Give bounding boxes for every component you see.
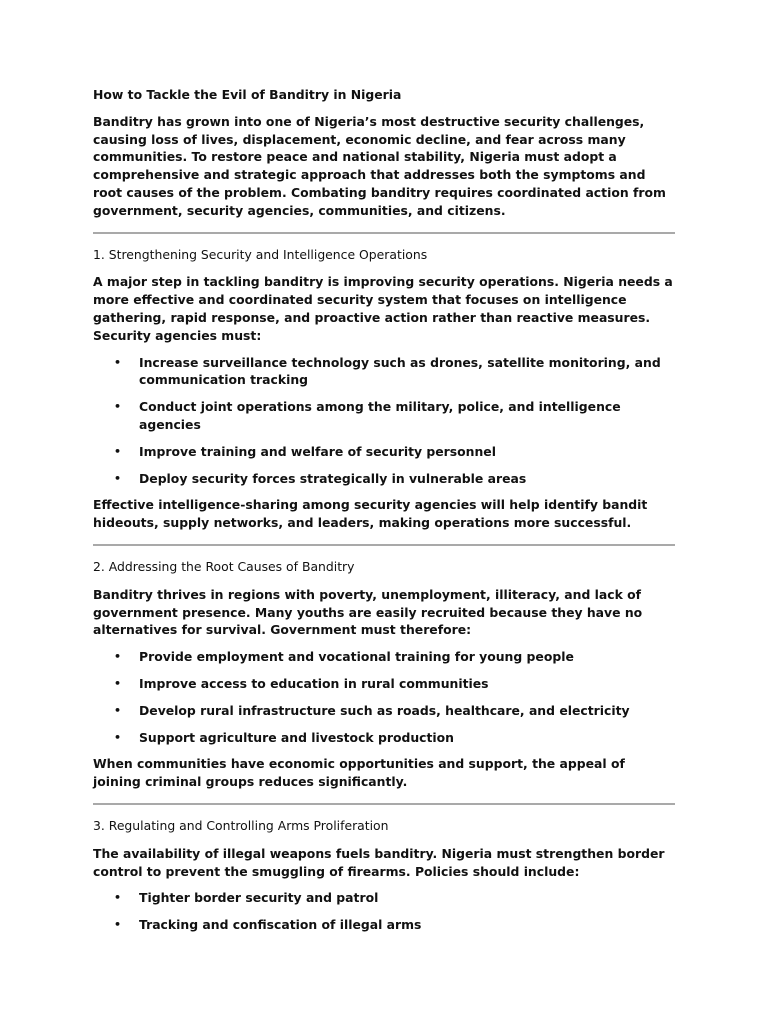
bullet-list — [93, 648, 675, 746]
list-item — [93, 470, 675, 488]
bullet-icon: • — [114, 444, 122, 458]
list-item — [93, 354, 675, 390]
bullet-icon: • — [114, 471, 122, 485]
document-title: How to Tackle the Evil of Banditry in Nigeria — [93, 87, 402, 102]
section-lead-paragraph: Banditry thrives in regions with poverty, unemployment, illiteracy, and lack of government presence. Many youths are easily recruited because they have no alternatives for survival. Government must therefore: — [93, 586, 643, 638]
section-closing-paragraph: Effective intelligence-sharing among security agencies will help identify bandit hideouts, supply networks, and leaders, making operations more successful. — [93, 497, 648, 531]
section-closing-paragraph: When communities have economic opportunities and support, the appeal of joining criminal groups reduces significantly. — [93, 756, 625, 790]
section-lead-paragraph: A major step in tackling banditry is improving security operations. Nigeria needs a more effective and coordinated security system that focuses on intelligence gathering, rapid response, and proactive action rather than reactive measures. Security agencies must: — [93, 274, 673, 343]
bullet-icon: • — [114, 650, 122, 664]
section-arms-proliferation — [93, 817, 675, 934]
list-item-text: Conduct joint operations among the military, police, and intelligence agencies — [139, 399, 621, 432]
list-item-text: Tracking and confiscation of illegal arms — [139, 917, 422, 933]
section-heading: 3. Regulating and Controlling Arms Proliferation — [93, 817, 389, 833]
bullet-icon: • — [114, 400, 122, 414]
list-item — [93, 443, 675, 461]
section-heading: 2. Addressing the Root Causes of Banditry — [93, 558, 355, 574]
bullet-list — [93, 889, 675, 934]
list-item — [93, 398, 675, 434]
list-item-text: Increase surveillance technology such as drones, satellite monitoring, and communication tracking — [139, 354, 661, 388]
bullet-icon: • — [114, 918, 122, 932]
list-item — [93, 675, 675, 693]
list-item — [93, 916, 675, 934]
list-item — [93, 889, 675, 907]
list-item-text: Deploy security forces strategically in vulnerable areas — [139, 470, 527, 486]
bullet-list — [93, 354, 675, 488]
section-divider — [93, 803, 675, 805]
bullet-icon: • — [114, 676, 122, 690]
list-item-text: Tighter border security and patrol — [139, 890, 379, 906]
bullet-icon: • — [114, 703, 122, 717]
list-item-text: Support agriculture and livestock production — [139, 729, 454, 745]
list-item — [93, 702, 675, 720]
bullet-icon: • — [114, 891, 122, 905]
list-item-text: Improve training and welfare of security personnel — [139, 443, 496, 459]
section-security-intelligence — [93, 246, 675, 532]
list-item-text: Develop rural infrastructure such as roads, healthcare, and electricity — [139, 702, 630, 718]
section-heading: 1. Strengthening Security and Intelligence Operations — [93, 246, 428, 262]
section-root-causes — [93, 558, 675, 791]
list-item — [93, 729, 675, 747]
list-item-text: Provide employment and vocational training for young people — [139, 649, 574, 665]
section-divider — [93, 544, 675, 546]
bullet-icon: • — [114, 730, 122, 744]
list-item-text: Improve access to education in rural communities — [139, 675, 489, 691]
section-lead-paragraph: The availability of illegal weapons fuels banditry. Nigeria must strengthen border control to prevent the smuggling of firearms. Policies should include: — [93, 845, 665, 879]
list-item — [93, 648, 675, 666]
bullet-icon: • — [114, 355, 122, 369]
section-divider — [93, 232, 675, 234]
intro-paragraph: Banditry has grown into one of Nigeria’s most destructive security challenges, causing loss of lives, displacement, economic decline, and fear across many communities. To restore peace and national stability, Nigeria must adopt a comprehensive and strategic approach that addresses both the symptoms and root causes of the problem. Combating banditry requires coordinated action from government, security agencies, communities, and citizens. — [93, 113, 666, 218]
